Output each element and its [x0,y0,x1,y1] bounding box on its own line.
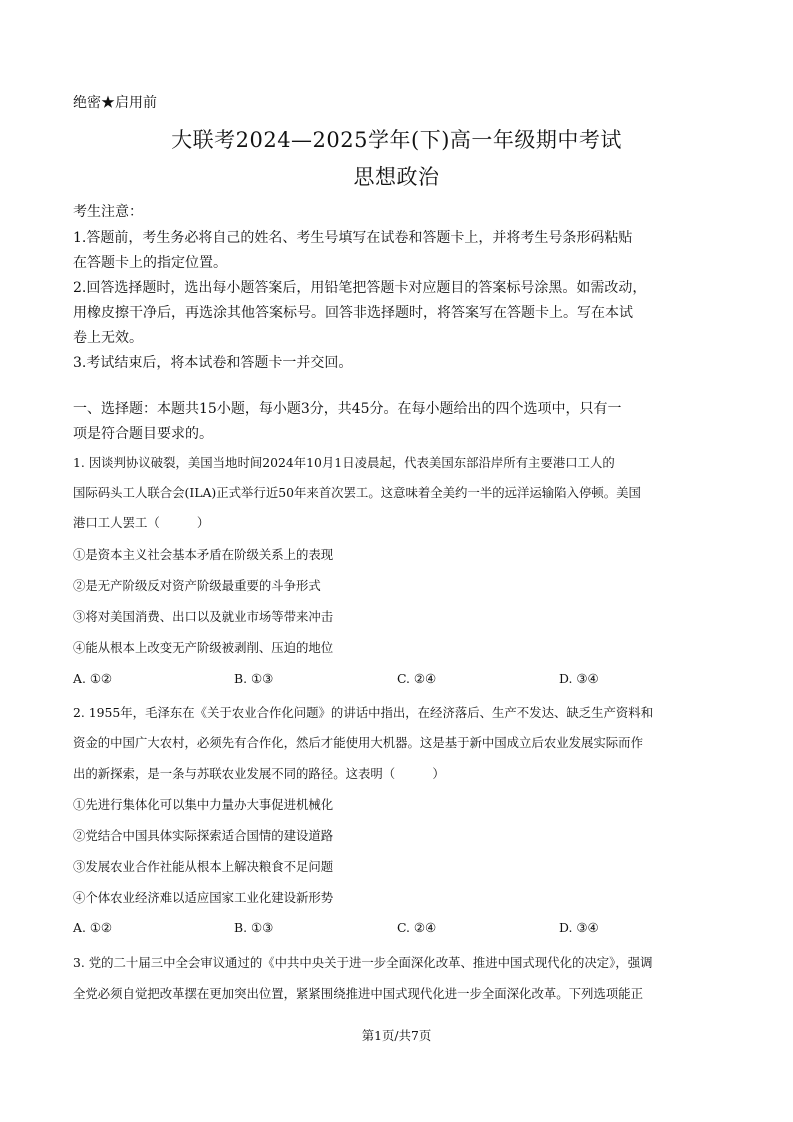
answer-options [73,671,723,689]
notice-line: 2.回答选择题时，选出每小题答案后，用铅笔把答题卡对应题目的答案标号涂黑。如需改动， [73,280,647,296]
statement: ③发展农业合作社能从根本上解决粮食不足问题 [73,859,334,874]
option-d[interactable]: D. ③④ [559,671,599,686]
section-heading: 项是符合题目要求的。 [73,426,213,442]
section-heading: 一、选择题：本题共15小题，每小题3分，共45分。在每小题给出的四个选项中，只有一 [73,401,622,417]
subject-title: 思想政治 [353,165,440,189]
option-a[interactable]: A. ①② [73,920,113,935]
answer-options [73,920,723,938]
question-stem: 3. 党的二十届三中全会审议通过的《中共中央关于进一步全面深化改革、推进中国式现代化的决定》，强调 [73,955,653,970]
statement: ②是无产阶级反对资产阶级最重要的斗争形式 [73,578,321,593]
question-stem: 全党必须自觉把改革摆在更加突出位置，紧紧围绕推进中国式现代化进一步全面深化改革。下列选项能正 [73,986,643,1001]
question-stem: 港口工人罢工（ ） [73,515,210,530]
option-c[interactable]: C. ②④ [397,920,437,935]
statement: ④能从根本上改变无产阶级被剥削、压迫的地位 [73,640,334,655]
option-b[interactable]: B. ①③ [234,920,274,935]
statement: ①是资本主义社会基本矛盾在阶级关系上的表现 [73,547,334,562]
notice-line: 1.答题前，考生务必将自己的姓名、考生号填写在试卷和答题卡上，并将考生号条形码粘贴 [73,230,633,246]
question-stem: 国际码头工人联合会(ILA)正式举行近50年来首次罢工。这意味着全美约一半的远洋运输陷入停顿。美国 [73,485,641,500]
notice-line: 用橡皮擦干净后，再选涂其他答案标号。回答非选择题时，将答案写在答题卡上。写在本试 [73,305,633,321]
option-b[interactable]: B. ①③ [234,671,274,686]
question-stem: 出的新探索，是一条与苏联农业发展不同的路径。这表明（ ） [73,766,445,781]
statement: ①先进行集体化可以集中力量办大事促进机械化 [73,797,334,812]
question-stem: 2. 1955年，毛泽东在《关于农业合作化问题》的讲话中指出，在经济落后、生产不发达、缺乏生产资料和 [73,705,654,720]
statement: ③将对美国消费、出口以及就业市场等带来冲击 [73,609,334,624]
question-stem: 1. 因谈判协议破裂，美国当地时间2024年10月1日凌晨起，代表美国东部沿岸所有主要港口工人的 [73,455,615,470]
question-stem: 资金的中国广大农村，必须先有合作化，然后才能使用大机器。这是基于新中国成立后农业发展实际而作 [73,735,643,750]
notice-heading: 考生注意： [73,204,143,220]
exam-title: 大联考2024—2025学年(下)高一年级期中考试 [171,128,622,152]
notice-line: 在答题卡上的指定位置。 [73,255,227,271]
statement: ④个体农业经济难以适应国家工业化建设新形势 [73,890,334,905]
secret-mark: 绝密★启用前 [73,95,157,111]
page-footer: 第1页/共7页 [361,1028,432,1043]
notice-line: 3.考试结束后，将本试卷和答题卡一并交回。 [73,355,353,371]
option-d[interactable]: D. ③④ [559,920,599,935]
statement: ②党结合中国具体实际探索适合国情的建设道路 [73,828,334,843]
option-a[interactable]: A. ①② [73,671,113,686]
option-c[interactable]: C. ②④ [397,671,437,686]
notice-line: 卷上无效。 [73,330,143,346]
